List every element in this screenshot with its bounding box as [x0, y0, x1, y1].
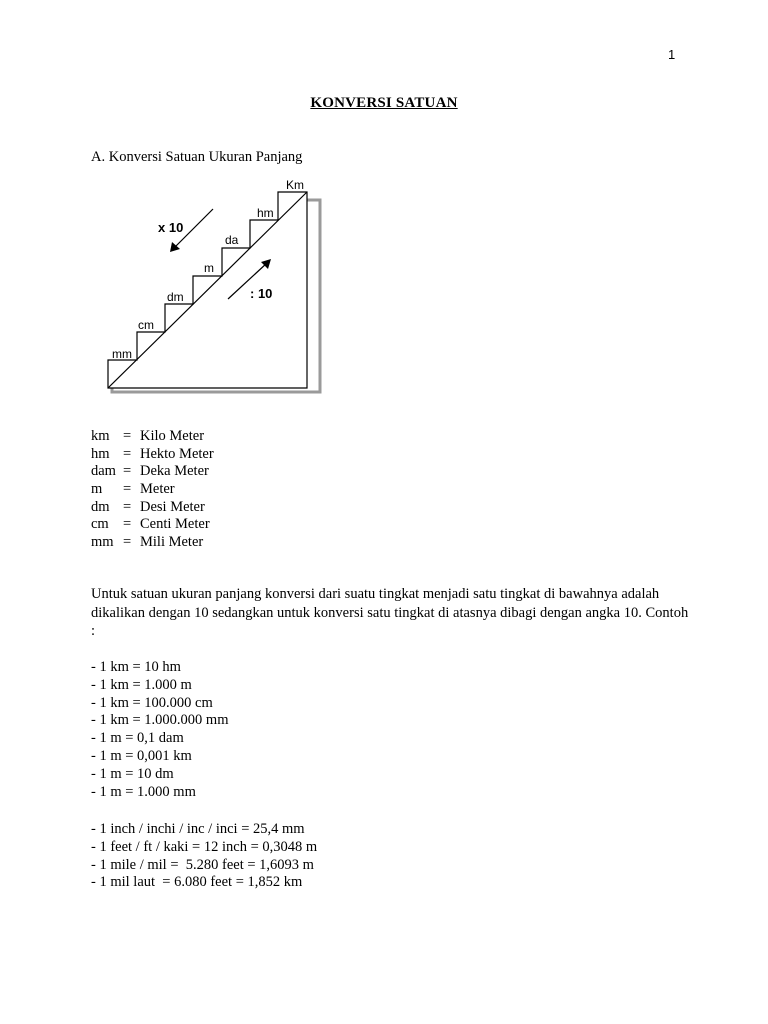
abbreviation-row: [91, 428, 214, 446]
abbr-key: hm: [91, 445, 110, 462]
list-item: - 1 mil laut = 6.080 feet = 1,852 km: [91, 874, 303, 891]
abbreviation-table: [91, 428, 214, 552]
list-item: - 1 m = 10 dm: [91, 765, 174, 782]
step-label-da: da: [225, 233, 239, 247]
abbr-equals: =: [123, 445, 132, 462]
list-item: - 1 feet / ft / kaki = 12 inch = 0,3048 m: [91, 838, 318, 855]
step-label-mm: mm: [112, 347, 132, 361]
abbr-equals: =: [123, 463, 132, 480]
abbr-equals: =: [123, 516, 132, 533]
abbr-equals: =: [123, 428, 132, 444]
abbr-value: Desi Meter: [140, 498, 205, 515]
list-item: - 1 m = 0,1 dam: [91, 730, 184, 747]
page-number: 1: [668, 47, 676, 62]
abbr-key: km: [91, 428, 110, 444]
abbr-value: Deka Meter: [140, 463, 209, 480]
abbr-value: Kilo Meter: [140, 428, 205, 444]
step-label-m: m: [204, 261, 214, 275]
abbr-key: m: [91, 481, 103, 498]
abbreviation-row: [91, 463, 214, 481]
abbr-key: dm: [91, 498, 110, 515]
list-item: - 1 km = 1.000 m: [91, 676, 192, 693]
abbreviation-row: [91, 481, 214, 499]
list-item: - 1 m = 1.000 mm: [91, 783, 196, 800]
abbr-key: dam: [91, 463, 116, 480]
list-item: - 1 km = 1.000.000 mm: [91, 712, 229, 729]
multiply-label: x 10: [158, 220, 184, 235]
staircase-diagram: [100, 172, 340, 402]
document-title: KONVERSI SATUAN: [310, 95, 458, 111]
section-heading: A. Konversi Satuan Ukuran Panjang: [91, 149, 303, 165]
abbr-equals: =: [123, 498, 132, 515]
divide-label: : 10: [250, 286, 273, 301]
imperial-examples-list: [91, 821, 317, 892]
abbr-value: Meter: [140, 481, 175, 498]
abbr-equals: =: [123, 481, 132, 498]
step-label-cm: cm: [138, 318, 154, 332]
abbr-key: mm: [91, 534, 114, 551]
abbreviation-row: [91, 534, 214, 552]
abbr-value: Centi Meter: [140, 516, 210, 533]
abbr-value: Mili Meter: [140, 534, 204, 551]
metric-examples-list: [91, 659, 228, 801]
list-item: - 1 km = 100.000 cm: [91, 694, 213, 711]
abbreviation-row: [91, 499, 214, 517]
step-label-dm: dm: [167, 290, 184, 304]
abbreviation-row: [91, 516, 214, 534]
list-item: - 1 mile / mil = 5.280 feet = 1,6093 m: [91, 856, 314, 873]
list-item: - 1 inch / inchi / inc / inci = 25,4 mm: [91, 821, 305, 837]
list-item: - 1 km = 10 hm: [91, 659, 181, 675]
abbr-value: Hekto Meter: [140, 445, 214, 462]
explanation-paragraph: Untuk satuan ukuran panjang konversi dari suatu tingkat menjadi satu tingkat di bawahnya adalah dikalikan dengan 10 sedangkan untuk konversi satu tingkat di atasnya dibagi dengan angka 10. Contoh :: [91, 586, 689, 639]
abbr-key: cm: [91, 516, 109, 533]
list-item: - 1 m = 0,001 km: [91, 747, 192, 764]
abbreviation-row: [91, 446, 214, 464]
step-label-km: Km: [286, 178, 304, 192]
abbr-equals: =: [123, 534, 132, 551]
step-label-hm: hm: [257, 206, 274, 220]
